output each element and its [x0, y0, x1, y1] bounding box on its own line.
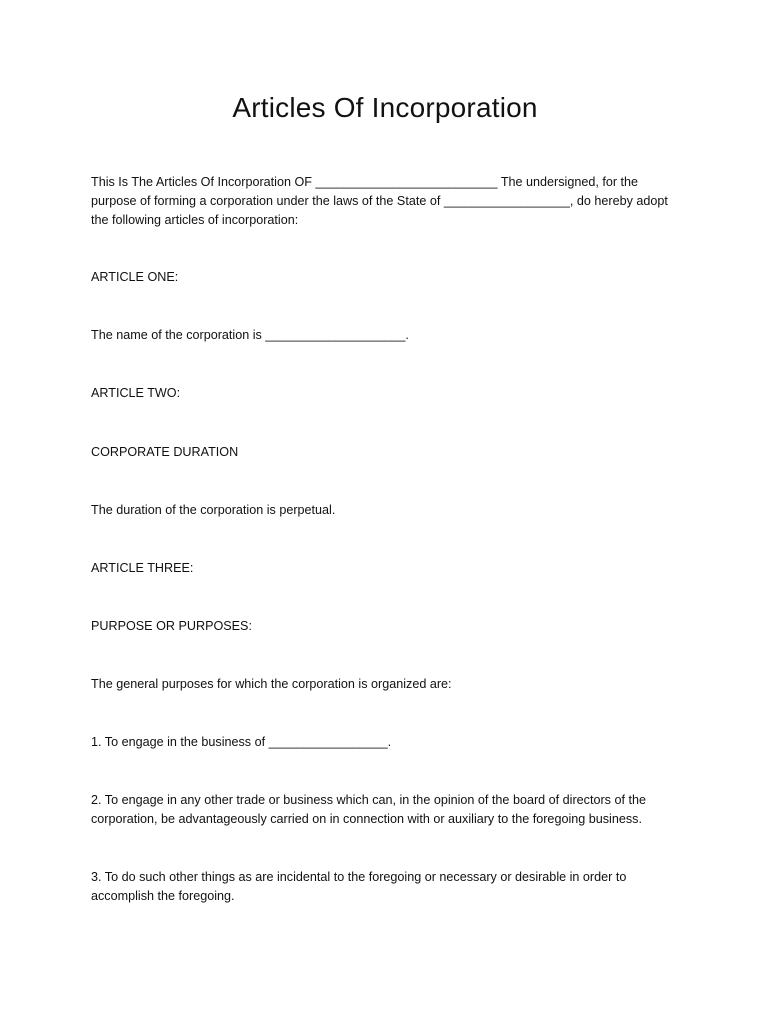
- article-three-heading: ARTICLE THREE:: [91, 561, 194, 575]
- purpose-item-1: 1. To engage in the business of _________________.: [91, 735, 392, 749]
- article-one-heading: ARTICLE ONE:: [91, 270, 179, 284]
- article-three-body: The general purposes for which the corporation is organized are:: [91, 677, 452, 691]
- article-three-subheading: PURPOSE OR PURPOSES:: [91, 619, 252, 633]
- article-two-body: The duration of the corporation is perpetual.: [91, 503, 336, 517]
- purpose-item-2: 2. To engage in any other trade or business which can, in the opinion of the board of directors of the corporation, be advantageously carried on in connection with or auxiliary to the foregoing business.: [91, 793, 646, 826]
- document-title: Articles Of Incorporation: [232, 92, 538, 123]
- article-two-heading: ARTICLE TWO:: [91, 386, 181, 400]
- article-two-subheading: CORPORATE DURATION: [91, 445, 239, 459]
- intro-paragraph: This Is The Articles Of Incorporation OF __________________________ The undersigned, for the purpose of forming a corporation under the laws of the State of __________________, do hereby adopt the following articles of incorporation:: [91, 175, 668, 227]
- purpose-item-3: 3. To do such other things as are incidental to the foregoing or necessary or desirable in order to accomplish the foregoing.: [91, 870, 627, 903]
- article-one-body: The name of the corporation is ____________________.: [91, 328, 409, 342]
